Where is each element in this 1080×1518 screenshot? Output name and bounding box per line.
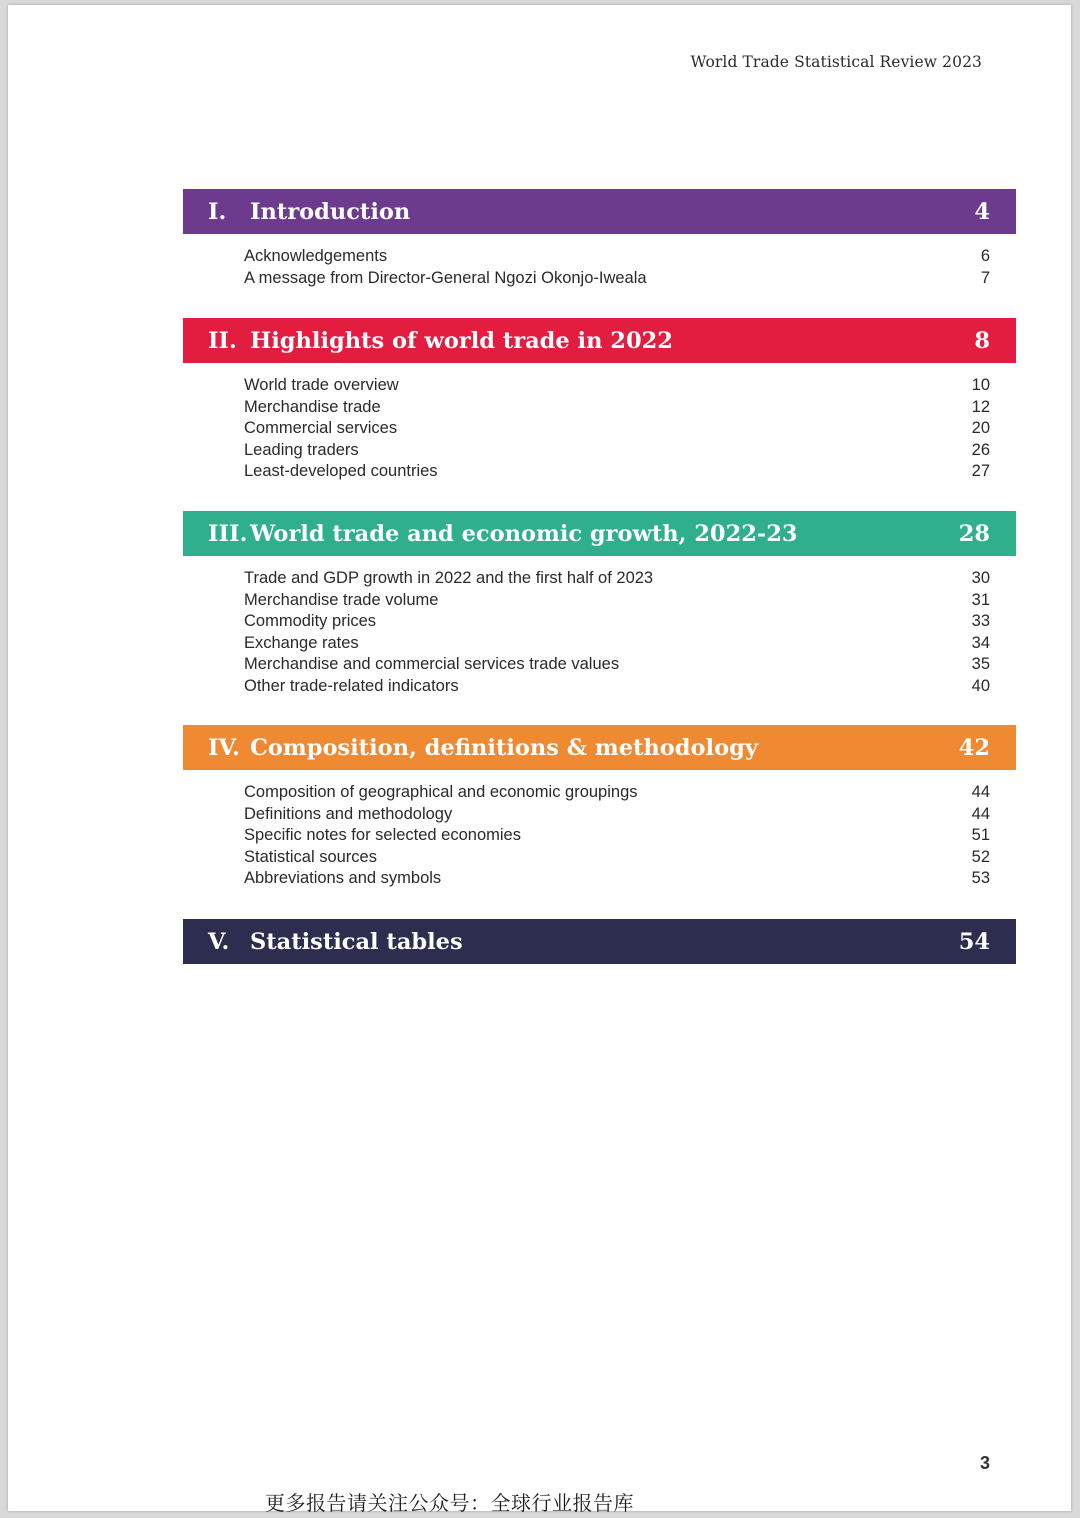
toc-entry[interactable] [183, 268, 1016, 290]
toc-section-1 [183, 189, 1016, 289]
entry-page-number: 44 [971, 804, 990, 823]
entry-page-number: 33 [971, 612, 990, 630]
toc-entry[interactable] [183, 804, 1016, 826]
section-number: II. [208, 327, 237, 354]
entry-label: Commercial services [244, 419, 398, 437]
section-title: Highlights of world trade in 2022 [250, 327, 673, 354]
section-page-number: 8 [974, 327, 990, 354]
entry-page-number: 30 [971, 569, 990, 587]
entry-page-number: 52 [971, 847, 990, 866]
running-header: World Trade Statistical Review 2023 [690, 53, 982, 71]
toc-entry[interactable] [183, 246, 1016, 268]
section-bar-highlights[interactable] [183, 318, 1016, 363]
entry-label: Merchandise trade volume [244, 590, 439, 609]
entry-page-number: 31 [971, 590, 990, 609]
entry-list [183, 782, 1016, 890]
toc-entry[interactable] [183, 782, 1016, 804]
section-number: IV. [208, 734, 240, 761]
toc-entry[interactable] [183, 461, 1016, 483]
toc-entry[interactable] [183, 397, 1016, 419]
entry-list [183, 568, 1016, 697]
entry-page-number: 26 [971, 440, 990, 459]
section-bar-world-trade-growth[interactable] [183, 511, 1016, 556]
section-page-number: 54 [958, 928, 990, 955]
entry-page-number: 12 [971, 397, 990, 416]
section-page-number: 42 [958, 734, 990, 761]
section-bar-introduction[interactable] [183, 189, 1016, 234]
section-page-number: 4 [974, 198, 990, 225]
toc-entry[interactable] [183, 633, 1016, 655]
entry-page-number: 35 [971, 655, 990, 673]
section-page-number: 28 [958, 520, 990, 547]
section-number: V. [208, 928, 230, 955]
toc-entry[interactable] [183, 611, 1016, 633]
toc-entry[interactable] [183, 590, 1016, 612]
entry-label: Merchandise trade [244, 397, 381, 416]
entry-label: Trade and GDP growth in 2022 and the first half of 2023 [244, 569, 654, 587]
section-title: Statistical tables [250, 928, 463, 955]
toc-section-5 [183, 919, 1016, 964]
entry-label: Acknowledgements [244, 247, 388, 265]
toc-entry[interactable] [183, 418, 1016, 440]
toc-entry[interactable] [183, 568, 1016, 590]
section-title: Composition, definitions & methodology [250, 734, 758, 761]
entry-page-number: 7 [980, 268, 990, 287]
watermark-text: 更多报告请关注公众号：全球行业报告库 [265, 1493, 634, 1515]
entry-label: Other trade-related indicators [244, 676, 459, 695]
entry-page-number: 53 [971, 869, 990, 887]
entry-page-number: 44 [971, 783, 990, 801]
entry-label: Leading traders [244, 440, 359, 459]
entry-label: Composition of geographical and economic groupings [244, 783, 638, 801]
entry-page-number: 20 [971, 419, 990, 437]
entry-page-number: 6 [980, 247, 990, 265]
document-page [8, 5, 1071, 1511]
entry-label: Merchandise and commercial services trade values [244, 655, 620, 673]
entry-page-number: 10 [971, 376, 990, 394]
entry-page-number: 40 [971, 676, 990, 695]
entry-label: Commodity prices [244, 612, 377, 630]
entry-list [183, 246, 1016, 289]
entry-label: A message from Director-General Ngozi Okonjo-Iweala [244, 268, 647, 287]
entry-label: World trade overview [244, 376, 399, 394]
entry-label: Statistical sources [244, 847, 377, 866]
section-title: World trade and economic growth, 2022-23 [250, 520, 798, 547]
toc-entry[interactable] [183, 440, 1016, 462]
entry-label: Least-developed countries [244, 462, 438, 480]
entry-label: Exchange rates [244, 633, 359, 652]
toc-section-3 [183, 511, 1016, 697]
entry-label: Specific notes for selected economies [244, 826, 521, 844]
entry-list [183, 375, 1016, 483]
entry-page-number: 34 [971, 633, 990, 652]
toc-entry[interactable] [183, 375, 1016, 397]
toc-entry[interactable] [183, 825, 1016, 847]
entry-page-number: 51 [971, 826, 990, 844]
section-number: III. [208, 520, 248, 547]
section-title: Introduction [250, 198, 411, 225]
section-bar-composition[interactable] [183, 725, 1016, 770]
toc-entry[interactable] [183, 676, 1016, 698]
section-number: I. [208, 198, 227, 225]
toc-entry[interactable] [183, 847, 1016, 869]
page-number: 3 [979, 1453, 990, 1473]
entry-label: Abbreviations and symbols [244, 869, 442, 887]
section-bar-statistical-tables[interactable] [183, 919, 1016, 964]
entry-page-number: 27 [971, 462, 990, 480]
toc-section-2 [183, 318, 1016, 483]
toc-entry[interactable] [183, 868, 1016, 890]
entry-label: Definitions and methodology [244, 804, 453, 823]
toc-entry[interactable] [183, 654, 1016, 676]
toc-section-4 [183, 725, 1016, 890]
